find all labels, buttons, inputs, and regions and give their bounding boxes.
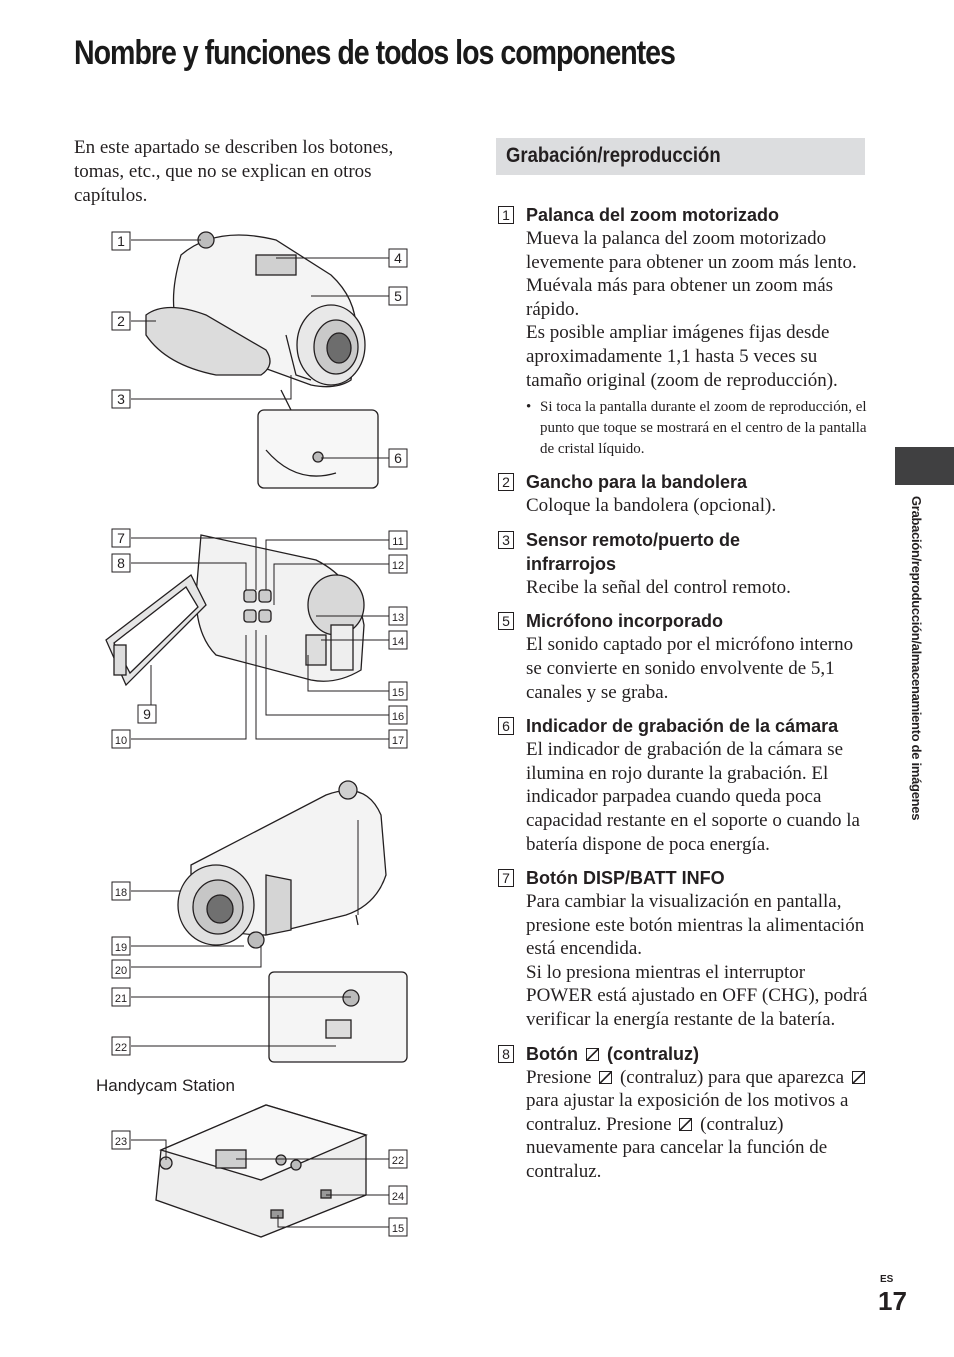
component-list — [498, 203, 870, 1194]
svg-text:8: 8 — [117, 555, 125, 571]
item-body — [526, 633, 870, 704]
callout-14 — [389, 631, 407, 649]
item-title: Botón DISP/BATT INFO — [526, 868, 725, 889]
svg-text:5: 5 — [394, 288, 402, 304]
handycam-station-drawing — [156, 1105, 366, 1237]
body-part: (contraluz) para que aparezca — [619, 1066, 845, 1088]
backlight-icon — [599, 1071, 612, 1084]
svg-text:21: 21 — [114, 993, 128, 1005]
svg-text:12: 12 — [391, 560, 405, 572]
callout-6 — [389, 449, 407, 467]
svg-text:9: 9 — [143, 706, 151, 722]
item-title-part: Botón — [526, 1043, 578, 1064]
item-paragraph: El indicador de grabación de la cámara se ilumina en rojo durante la grabación. El indicador parpadea cuando queda poca capacidad restante en el soporte o cuando la batería dispone de poca energía. — [526, 739, 860, 855]
callout-7 — [112, 529, 130, 547]
callout-11 — [389, 531, 407, 549]
callout-24 — [389, 1186, 407, 1204]
item-title: Sensor remoto/puerto de infrarrojos — [526, 529, 741, 574]
svg-text:14: 14 — [391, 636, 405, 648]
page-title: Nombre y funciones de todos los componentes — [74, 34, 675, 72]
callout-2 — [112, 312, 130, 330]
camcorder-front-drawing — [146, 232, 378, 488]
svg-text:19: 19 — [114, 942, 128, 954]
list-item — [498, 470, 870, 518]
camcorder-rear-drawing — [178, 781, 407, 1062]
callout-19 — [112, 937, 130, 955]
callout-16 — [389, 706, 407, 724]
item-paragraph: Coloque la bandolera (opcional). — [526, 495, 777, 517]
list-item — [498, 866, 870, 1032]
item-number: 2 — [498, 473, 514, 491]
svg-text:24: 24 — [391, 1191, 405, 1203]
page-language: ES — [880, 1274, 894, 1285]
item-paragraph — [526, 1066, 870, 1184]
item-title — [526, 1042, 870, 1066]
svg-text:11: 11 — [392, 536, 404, 548]
item-title: Palanca del zoom motorizado — [526, 205, 780, 225]
callout-17 — [389, 730, 407, 748]
svg-text:13: 13 — [391, 612, 405, 624]
item-number: 8 — [498, 1045, 514, 1063]
item-number: 5 — [498, 612, 514, 630]
svg-text:22: 22 — [114, 1042, 128, 1054]
callout-23 — [112, 1131, 130, 1149]
list-item — [498, 714, 870, 856]
callout-10 — [112, 730, 130, 748]
callout-5 — [389, 287, 407, 305]
callout-22 — [112, 1037, 130, 1055]
svg-text:1: 1 — [117, 233, 125, 249]
list-item — [498, 203, 870, 460]
item-paragraph: Recibe la señal del control remoto. — [526, 576, 791, 598]
list-item — [498, 1042, 870, 1184]
item-number: 3 — [498, 531, 514, 549]
item-body — [526, 576, 870, 600]
intro-text: En este apartado se describen los botones, tomas, etc., que no se explican en otros capítulos. — [74, 137, 394, 206]
callout-13 — [389, 607, 407, 625]
item-title: Indicador de grabación de la cámara — [526, 716, 839, 737]
body-part: (contraluz) nuevamente para cancelar la función de contraluz. — [526, 1113, 828, 1183]
section-title: Grabación/reproducción — [506, 144, 721, 167]
item-body — [526, 227, 870, 392]
callout-9 — [138, 705, 156, 723]
svg-text:18: 18 — [114, 887, 128, 899]
chapter-side-label: Grabación/reproducción/almacenamiento de imágenes — [909, 496, 924, 821]
callout-8 — [112, 554, 130, 572]
camcorder-lcd-drawing — [106, 535, 364, 685]
item-paragraph: El sonido captado por el micrófono interno se convierte en sonido envolvente de 5,1 canales y se graba. — [526, 634, 854, 703]
item-paragraph: Es posible ampliar imágenes fijas desde aproximadamente 1,1 hasta 5 veces su tamaño original (zoom de reproducción). — [526, 322, 838, 391]
item-paragraph: Si lo presiona mientras el interruptor POWER está ajustado en OFF (CHG), podrá verificar la energía restante de la batería. — [526, 961, 868, 1031]
item-body — [526, 738, 870, 856]
callout-21 — [112, 988, 130, 1006]
item-number: 1 — [498, 206, 514, 224]
backlight-icon — [586, 1048, 599, 1061]
backlight-icon — [679, 1118, 692, 1131]
svg-text:10: 10 — [114, 735, 128, 747]
list-item — [498, 528, 870, 600]
svg-text:20: 20 — [114, 965, 128, 977]
item-title: Gancho para la bandolera — [526, 472, 748, 493]
item-paragraph: Mueva la palanca del zoom motorizado levemente para obtener un zoom más lento. Muévala más para obtener un zoom más rápido. — [526, 228, 857, 320]
item-number: 6 — [498, 717, 514, 735]
item-title: Micrófono incorporado — [526, 611, 723, 632]
body-part: Presione — [526, 1066, 592, 1088]
section-header — [496, 138, 865, 175]
svg-text:7: 7 — [117, 530, 125, 546]
svg-text:16: 16 — [391, 711, 405, 723]
item-note: • Si toca la pantalla durante el zoom de reproducción, el punto que toque se mostrará en el centro de la pantalla de cristal líquido. — [526, 397, 870, 460]
svg-text:2: 2 — [117, 313, 125, 329]
item-title-part: (contraluz) — [607, 1043, 700, 1064]
list-item — [498, 609, 870, 704]
svg-text:15: 15 — [391, 687, 405, 699]
svg-text:15: 15 — [391, 1223, 405, 1235]
item-paragraph: Para cambiar la visualización en pantalla, presione este botón mientras la alimentación está encendida. — [526, 891, 865, 960]
callout-3 — [112, 390, 130, 408]
body-part: para ajustar la exposición de los motivos a contraluz. Presione — [526, 1090, 849, 1135]
callout-15 — [389, 682, 407, 700]
chapter-tab — [895, 447, 954, 485]
backlight-icon — [852, 1071, 865, 1084]
svg-text:6: 6 — [394, 450, 402, 466]
callout-18 — [112, 882, 130, 900]
page-number: 17 — [878, 1286, 907, 1316]
svg-text:22: 22 — [391, 1155, 405, 1167]
callout-22-station — [389, 1150, 407, 1168]
item-body — [526, 1066, 870, 1184]
station-caption: Handycam Station — [96, 1076, 235, 1095]
callout-4 — [389, 249, 407, 267]
svg-text:23: 23 — [114, 1136, 128, 1148]
callout-1 — [112, 232, 130, 250]
item-body — [526, 890, 870, 1032]
svg-text:3: 3 — [117, 391, 125, 407]
callout-12 — [389, 555, 407, 573]
callout-15-station — [389, 1218, 407, 1236]
item-number: 7 — [498, 869, 514, 887]
callout-20 — [112, 960, 130, 978]
svg-text:4: 4 — [394, 250, 402, 266]
item-body — [526, 494, 870, 518]
svg-text:17: 17 — [391, 735, 405, 747]
